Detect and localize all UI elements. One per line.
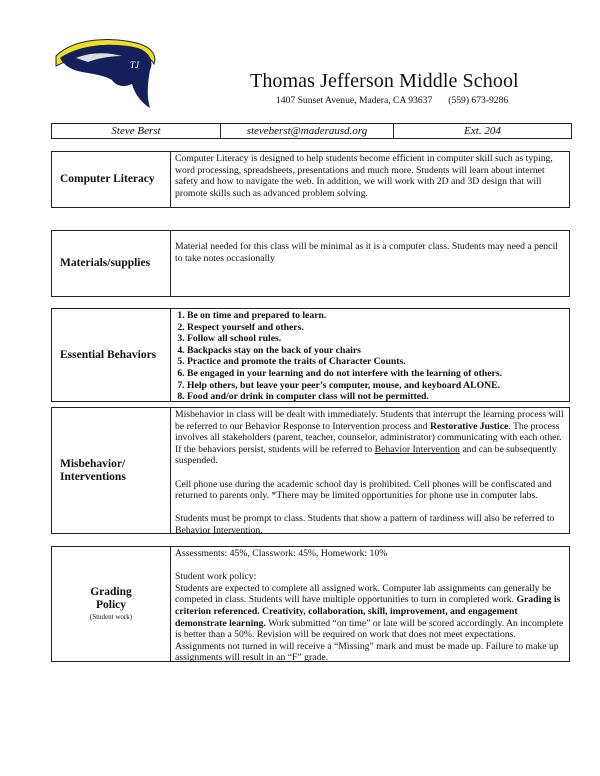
- grade-weights: Assessments: 45%, Classwork: 45%, Homework: 10%: [175, 548, 388, 559]
- list-item: 8. Food and/or drink in computer class will not be permitted.: [187, 391, 565, 403]
- section-body: [171, 547, 569, 664]
- section-label: Essential Behaviors: [52, 309, 171, 401]
- section-label: [52, 408, 171, 533]
- section-body: [171, 309, 569, 401]
- teacher-name: Steve Berst: [52, 124, 221, 138]
- materials-description: Material needed for this class will be minimal as it is a computer class. Students may need a pencil to take notes occasionally: [175, 241, 558, 264]
- cell-phone-paragraph: Cell phone use during the academic school day is prohibited. Cell phones will be confiscated and returned to parents only. *There may be limited opportunities for phone use in computer labs.: [175, 478, 552, 502]
- behavior-list: [175, 310, 565, 403]
- school-logo: [54, 36, 158, 110]
- logo-initials: TJ: [130, 60, 139, 70]
- list-item: 7. Help others, but leave your peer’s computer, mouse, and keyboard ALONE.: [187, 380, 565, 392]
- text-run-bold: Grading is criterion referenced. Creativity, collaboration, skill, improvement, and engagement demonstrate learning.: [175, 594, 561, 629]
- school-address: 1407 Sunset Avenue, Madera, CA 93637: [276, 95, 433, 106]
- teacher-extension: Ext. 204: [464, 125, 501, 137]
- school-name: Thomas Jefferson Middle School: [250, 70, 519, 92]
- school-address-line: [276, 95, 508, 106]
- text-run: Students are expected to complete all assigned work. Computer lab assignments can generally be competed in class. Students will have multiple opportunities to turn in completed work.: [175, 582, 552, 606]
- work-policy-title: Student work policy:: [175, 571, 257, 583]
- list-item: 6. Be engaged in your learning and do not interfere with the learning of others.: [187, 368, 565, 380]
- course-description: Computer Literacy is designed to help students become efficient in computer skill such as typing, word processing, spreadsheets, presentations and much more. Students will learn about internet safety and how to navigate the web. In addition, we will work with 2D and 3D design that will promote skills such as advanced problem solving.: [175, 153, 553, 199]
- behavior-intervention-link[interactable]: Behavior Intervention: [374, 443, 460, 455]
- label-line: Grading: [90, 586, 132, 598]
- section-misbehavior: [51, 407, 570, 534]
- text-run: . The process involves all stakeholders (parent, teacher, counselor, administrator) communicating with each other. If the behaviors persist, students will be referred to: [175, 420, 562, 455]
- text-run: and can be subsequently suspended.: [175, 443, 557, 467]
- school-phone: (559) 673-9286: [448, 95, 509, 106]
- misbehavior-paragraph: [175, 409, 565, 467]
- patriot-logo-icon: [54, 36, 158, 110]
- text-run: Work submitted “on time” or late will be scored accordingly. An incomplete is better than a 50%. Revision will be required on work that does not meet expectations. Assignments not turned in will receive a “Missing” mark and must be made up. Failure to make up assignments will result in an “F” grade.: [175, 617, 564, 664]
- section-label: Materials/supplies: [52, 231, 171, 296]
- section-label: [52, 547, 171, 661]
- list-item: 3. Follow all school rules.: [187, 333, 565, 345]
- section-body: [171, 152, 569, 207]
- section-materials: [51, 230, 570, 297]
- section-essential-behaviors: [51, 308, 570, 402]
- teacher-email[interactable]: steveberst@maderausd.org: [221, 124, 394, 138]
- text-run-bold: Restorative Justice: [430, 420, 509, 432]
- list-item: 5. Practice and promote the traits of Character Counts.: [187, 356, 565, 368]
- section-label: Computer Literacy: [52, 152, 171, 207]
- list-item: 4. Backpacks stay on the back of your chairs: [187, 345, 565, 357]
- section-body: [171, 231, 569, 296]
- text-run: Misbehavior in class will be dealt with immediately. Students that interrupt the learning process will be referred to our Behavior Response to Intervention process and: [175, 409, 564, 432]
- label-sub: (Student work): [89, 613, 133, 621]
- work-policy-paragraph: [175, 583, 565, 664]
- section-grading: [51, 546, 570, 662]
- section-body: [171, 408, 569, 536]
- contact-row: [51, 123, 572, 139]
- label-line: Misbehavior/: [60, 457, 126, 470]
- list-item: 2. Respect yourself and others.: [187, 322, 565, 334]
- tardiness-paragraph: Students must be prompt to class. Students that show a pattern of tardiness will also be referred to Behavior Intervention.: [175, 513, 555, 536]
- label-line: Interventions: [60, 470, 126, 483]
- section-computer-literacy: [51, 151, 570, 208]
- label-line: Policy: [95, 599, 127, 611]
- list-item: 1. Be on time and prepared to learn.: [187, 310, 565, 322]
